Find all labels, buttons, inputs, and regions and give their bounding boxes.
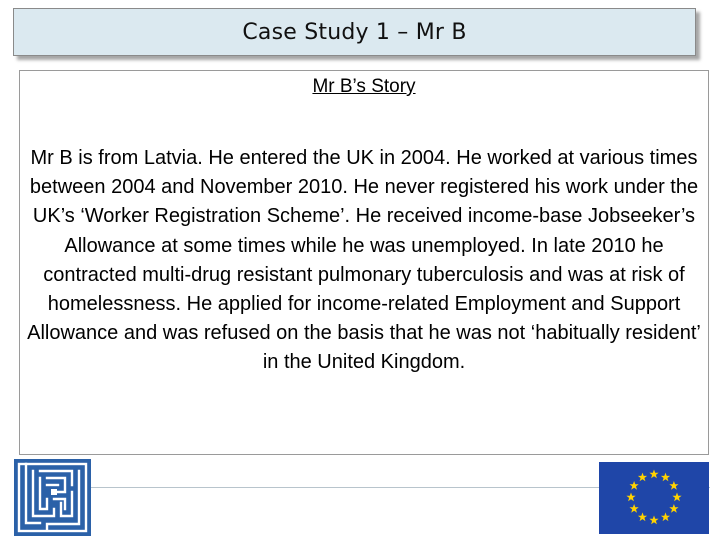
story-body-text: Mr B is from Latvia. He entered the UK in 2004. He worked at various times between 2004 and November 2010. He never registered his work under the UK’s ‘Worker Registration Scheme’. He received income-base Jobseeker’s Allowance at some times while he was unemployed. In late 2010 he contracted multi-drug resistant pulmonary tuberculosis and was at risk of homelessness. He applied for income-related Employment and Support Allowance and was refused on the basis that he was not ‘habitually resident’ in the United Kingdom.: [27, 147, 701, 374]
maze-logo-icon: [14, 459, 91, 536]
story-panel: [19, 70, 709, 455]
story-heading: Mr B’s Story: [312, 76, 416, 97]
title-banner: [13, 8, 696, 56]
eu-flag-icon: [599, 462, 709, 534]
slide-title: Case Study 1 – Mr B: [242, 19, 467, 45]
